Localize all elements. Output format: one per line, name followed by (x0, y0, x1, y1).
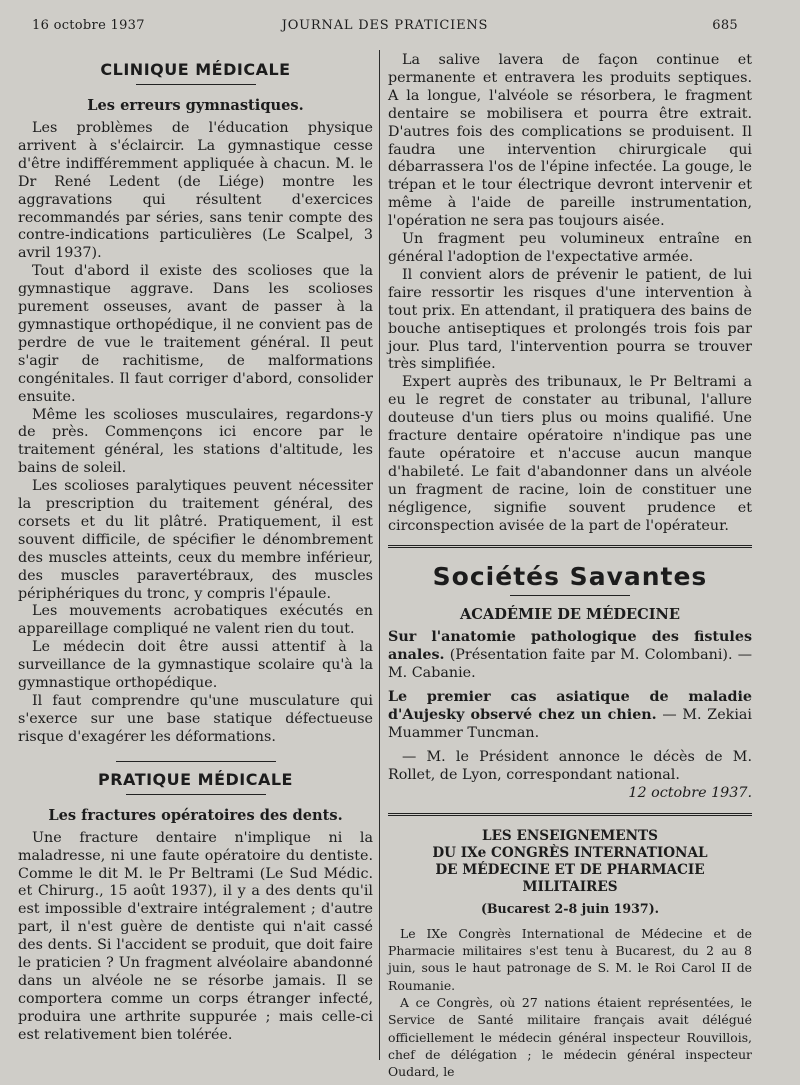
page-header (32, 16, 738, 40)
paragraph: Il convient alors de prévenir le patient, de lui faire ressortir les risques d'une intervention à tout prix. En attendant, il pratiquera des bains de bouche antiseptiques et prolongés trois fois par jour. Plus tard, l'intervention pourra se trouver très simplifiée. (388, 266, 752, 373)
communication-title: Le premier cas asiatique de maladie d'Aujesky observé chez un chien. (388, 689, 752, 724)
paragraph: Un fragment peu volumineux entraîne en général l'adoption de l'expectative armée. (388, 231, 752, 265)
right-column (388, 52, 752, 1080)
paragraph: Il faut comprendre qu'une musculature qui s'exerce sur une base statique défectueuse risque d'exagérer les déformations. (18, 693, 373, 745)
paragraph: Les scolioses paralytiques peuvent nécessiter la prescription du traitement général, des corsets et du lit plâtré. Pratiquement, il est souvent difficile, de spécifier le dénombrement des muscles atteints, ceux du membre inférieur, des muscles paravertébraux, des muscles périphériques du tronc, y compris l'épaule. (18, 478, 373, 602)
communication-entry (388, 629, 752, 683)
paragraph: Les problèmes de l'éducation physique arrivent à s'éclaircir. La gymnastique cesse d'être indifféremment appliquée à chacun. M. le Dr René Ledent (de Liége) montre les aggravations qui résultent d'exercices recommandés par séries, sans tenir compte des contre-indications particulières (Le Scalpel, 3 avril 1937). (18, 120, 373, 262)
article-title-fractures: Les fractures opératoires des dents. (48, 806, 343, 824)
communication-detail: (Présentation faite par M. Colombani). — M. Cabanie. (388, 647, 752, 682)
paragraph: A ce Congrès, où 27 nations étaient représentées, le Service de Santé militaire français avait délégué officiellement le médecin général inspecteur Rouvillois, chef de délégation ; le médecin général inspecteur Oudard, le (388, 994, 752, 1080)
communication-title: Sur l'anatomie pathologique des fistules anales. (388, 629, 752, 664)
paragraph: Une fracture dentaire n'implique ni la maladresse, ni une faute opératoire du dentiste. Comme le dit M. le Pr Beltrami (Le Sud Médic. et Chirurg., 15 août 1937), il y a des dents qu'il est impossible d'extraire intégralement ; d'autre part, il n'est guère de dentiste qui n'ait cassé des dents. Si l'accident se produit, que doit faire le praticien ? Un fragment alvéolaire abandonné dans un alvéole ne se résorbe jamais. Il se comportera comme un corps étranger infecté, produira une arthrite suppurée ; mais celle-ci est relativement bien tolérée. (18, 829, 373, 1043)
heading-line: LES ENSEIGNEMENTS (482, 827, 658, 844)
journal-title: JOURNAL DES PRATICIENS (281, 18, 489, 33)
paragraph: Le IXe Congrès International de Médecine et de Pharmacie militaires s'est tenu à Bucarest, du 2 au 8 juin, sous le haut patronage de S. M. le Roi Carol II de Roumanie. (388, 925, 752, 993)
communication-detail: — M. Zekiai Muammer Tuncman. (388, 707, 753, 741)
column-divider (379, 50, 380, 1060)
paragraph: Même les scolioses musculaires, regardons-y de près. Commençons ici encore par le traitement général, les stations d'altitude, les bains de soleil. (18, 406, 373, 477)
enseignements-subtitle: (Bucarest 2-8 juin 1937). (480, 900, 660, 916)
section-rule (126, 794, 266, 795)
session-date: 12 octobre 1937. (628, 784, 752, 801)
section-rule (116, 761, 276, 762)
academie-title: ACADÉMIE DE MÉDECINE (459, 606, 681, 624)
enseignements-heading (388, 828, 752, 896)
section-rule (136, 84, 256, 85)
paragraph: Le médecin doit être aussi attentif à la surveillance de la gymnastique scolaire qu'à la gymnastique orthopédique. (18, 639, 373, 692)
article-title-erreurs: Les erreurs gymnastiques. (87, 97, 304, 114)
heading-line: DU IXe CONGRÈS INTERNATIONAL (432, 844, 708, 861)
paragraph: La salive lavera de façon continue et permanente et entravera les produits septiques. A la longue, l'alvéole se résorbera, le fragment dentaire se mobilisera et pourra être extrait. D'autres fois des complications se produisent. Il faudra une intervention chirurgicale qui débarrassera l'os de l'épine infectée. La gouge, le trépan et le tour électrique devront intervenir et même à l'aide de pareille instrumentation, l'opération ne sera pas toujours aisée. (388, 52, 752, 230)
heading-line: DE MÉDECINE ET DE PHARMACIE MILITAIRES (435, 861, 705, 895)
section-title-pratique: PRATIQUE MÉDICALE (98, 769, 293, 789)
section-title-clinique: CLINIQUE MÉDICALE (100, 60, 291, 79)
section-title-societes: Sociétés Savantes (432, 562, 708, 592)
section-double-rule (388, 813, 752, 816)
page-number: 685 (712, 18, 738, 33)
paragraph: Expert auprès des tribunaux, le Pr Beltrami a eu le regret de constater au tribunal, l'allure douteuse d'un tiers plus ou moins qualifié. Une fracture dentaire opératoire n'indique pas une faute opératoire et n'accuse aucun manque d'habileté. Le fait d'abandonner dans un alvéole un fragment de racine, loin de constituer une négligence, signifie souvent prudence et circonspection avisée de la part de l'opérateur. (388, 374, 752, 534)
section-double-rule (388, 545, 752, 548)
paragraph: Tout d'abord il existe des scolioses que la gymnastique aggrave. Dans les scolioses purement osseuses, avant de passer à la gymnastique orthopédique, il ne convient pas de perdre de vue le traitement général. Il peut s'agir de rachitisme, de malformations congénitales. Il faut corriger d'abord, consolider ensuite. (18, 263, 373, 405)
section-rule (510, 595, 630, 596)
enseignements-body (388, 925, 752, 1081)
paragraph: Les mouvements acrobatiques exécutés en appareillage compliqué ne valent rien du tout. (18, 603, 373, 638)
issue-date: 16 octobre 1937 (32, 18, 145, 33)
communication-entry (388, 689, 752, 743)
left-column (18, 52, 373, 1045)
announcement: — M. le Président annonce le décès de M. Rollet, de Lyon, correspondant national. (388, 748, 752, 783)
